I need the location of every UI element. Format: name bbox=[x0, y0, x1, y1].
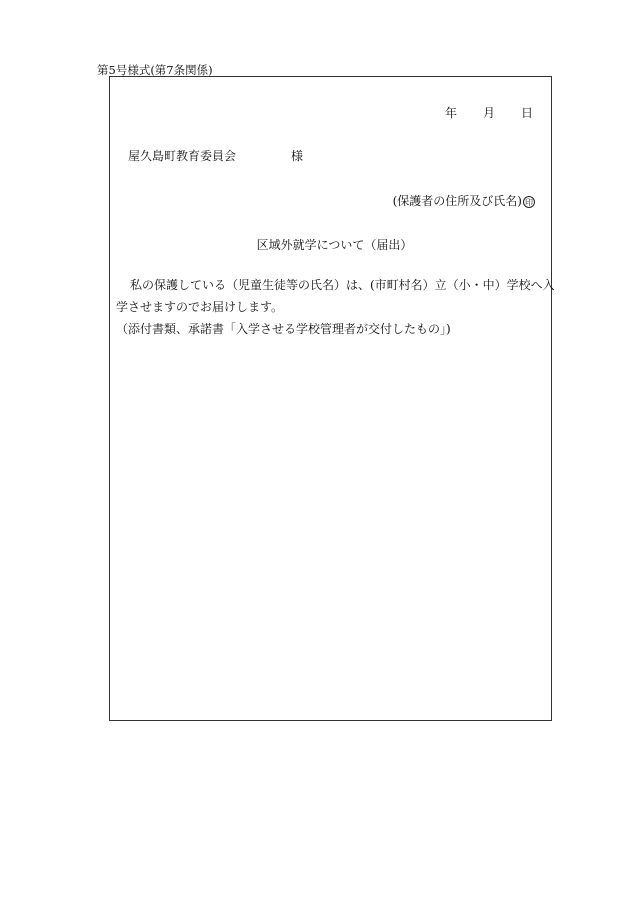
document-body bbox=[116, 274, 554, 340]
month-label: 月 bbox=[482, 106, 495, 120]
seal-mark: 印 bbox=[525, 198, 533, 207]
attachment-note: （添付書類、承諾書「入学させる学校管理者が交付したもの」) bbox=[116, 322, 451, 336]
day-label: 日 bbox=[520, 106, 533, 120]
date-line bbox=[445, 104, 533, 121]
body-line-2: 学させますのでお届けします。 bbox=[116, 300, 284, 314]
document-title: 区域外就学について（届出） bbox=[256, 238, 413, 252]
guardian-line bbox=[393, 192, 535, 209]
body-line-1: 私の保護している（児童生徒等の氏名）は、(市町村名）立（小・中）学校へ入 bbox=[130, 278, 555, 292]
guardian-label: (保護者の住所及び氏名) bbox=[392, 194, 522, 208]
year-label: 年 bbox=[444, 106, 457, 120]
notification-form bbox=[109, 76, 555, 721]
addressee-name: 屋久島町教育委員会 bbox=[128, 149, 237, 163]
addressee-honorific: 様 bbox=[291, 149, 304, 163]
form-number-label: 第5号様式(第7条関係) bbox=[97, 63, 213, 77]
